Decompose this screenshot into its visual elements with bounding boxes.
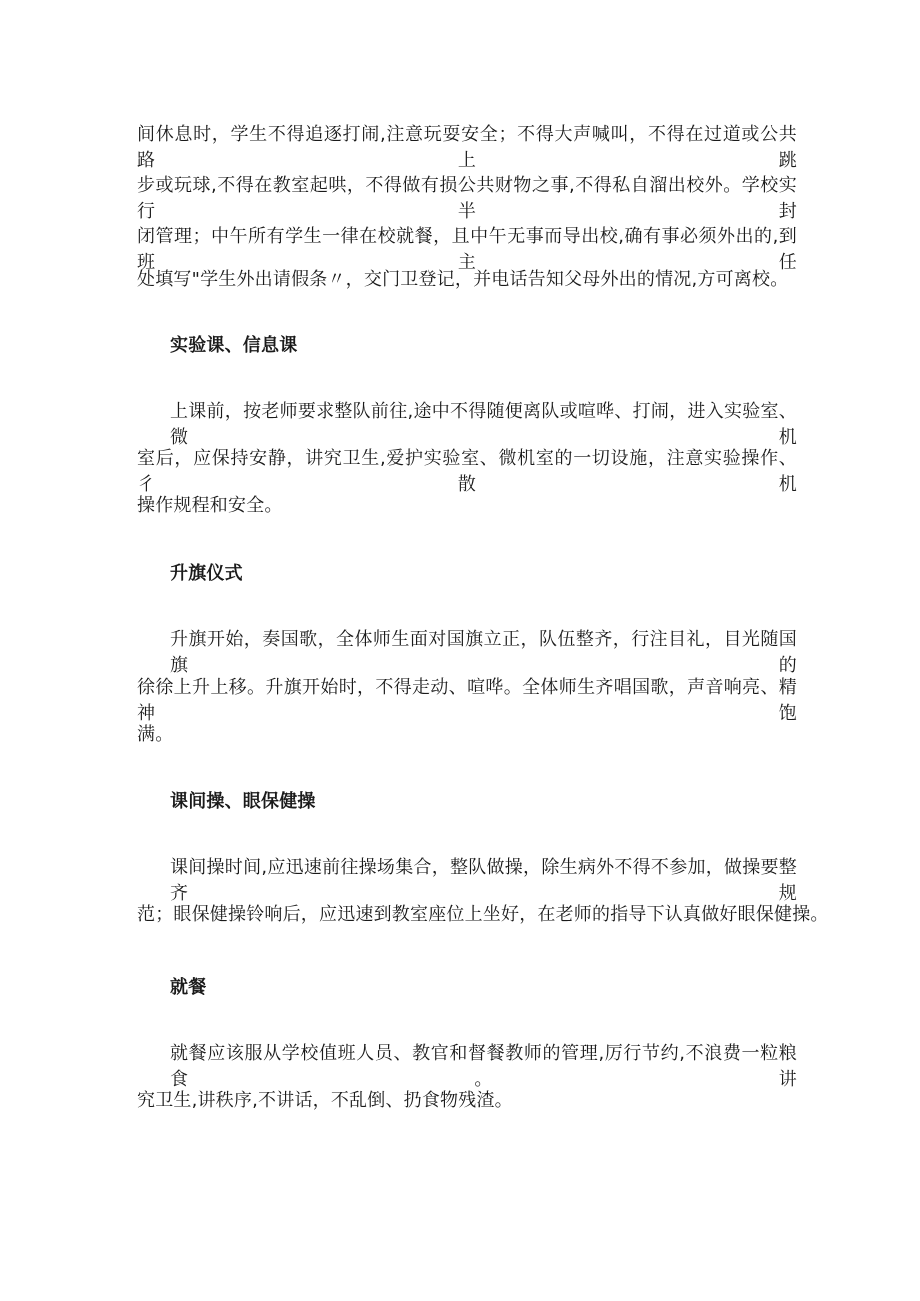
intro-line-4: 处填写"学生外出请假条〃，交门卫登记，并电话告知父母外出的情况,方可离校。: [137, 269, 789, 290]
exercise-line-1: 课间操时间,应迅速前往操场集合，整队做操，除生病外不得不参加，做操要整齐规: [170, 857, 797, 904]
section-heading-lab: 实验课、信息课: [170, 335, 298, 356]
section-heading-dining: 就餐: [170, 977, 207, 998]
intro-line-2: 步或玩球,不得在教室起哄，不得做有损公共财物之事,不得私自溜出校外。学校实行半封: [137, 175, 797, 222]
exercise-line-2: 范；眼保健操铃响后，应迅速到教室座位上坐好，在老师的指导下认真做好眼保健操。: [137, 904, 829, 925]
lab-line-3: 操作规程和安全。: [137, 495, 283, 516]
section-heading-exercise: 课间操、眼保健操: [170, 791, 316, 812]
intro-line-3: 闭管理；中午所有学生一律在校就餐，且中午无事而导出校,确有事必须外出的,到班主任: [137, 226, 797, 273]
lab-line-2: 室后，应保持安静，讲究卫生,爱护实验室、微机室的一切设施，注意实验操作、彳散机: [137, 448, 797, 495]
dining-line-2: 究卫生,讲秩序,不讲话，不乱倒、扔食物残渣。: [137, 1090, 513, 1111]
flag-line-3: 满。: [137, 724, 174, 745]
dining-line-1: 就餐应该服从学校值班人员、教官和督餐教师的管理,厉行节约,不浪费一粒粮食。讲: [170, 1043, 797, 1090]
section-heading-flag: 升旗仪式: [170, 563, 243, 584]
flag-line-2: 徐徐上升上移。升旗开始时，不得走动、喧哗。全体师生齐唱国歌，声音响亮、精神饱: [137, 677, 797, 724]
lab-line-1: 上课前，按老师要求整队前往,途中不得随便离队或喧哗、打闹，进入实验室、微机: [170, 401, 797, 448]
flag-line-1: 升旗开始，奏国歌，全体师生面对国旗立正，队伍整齐，行注目礼，目光随国旗的: [170, 629, 797, 676]
intro-line-1: 间休息时，学生不得追逐打闹,注意玩耍安全；不得大声喊叫，不得在过道或公共路上跳: [137, 124, 797, 171]
